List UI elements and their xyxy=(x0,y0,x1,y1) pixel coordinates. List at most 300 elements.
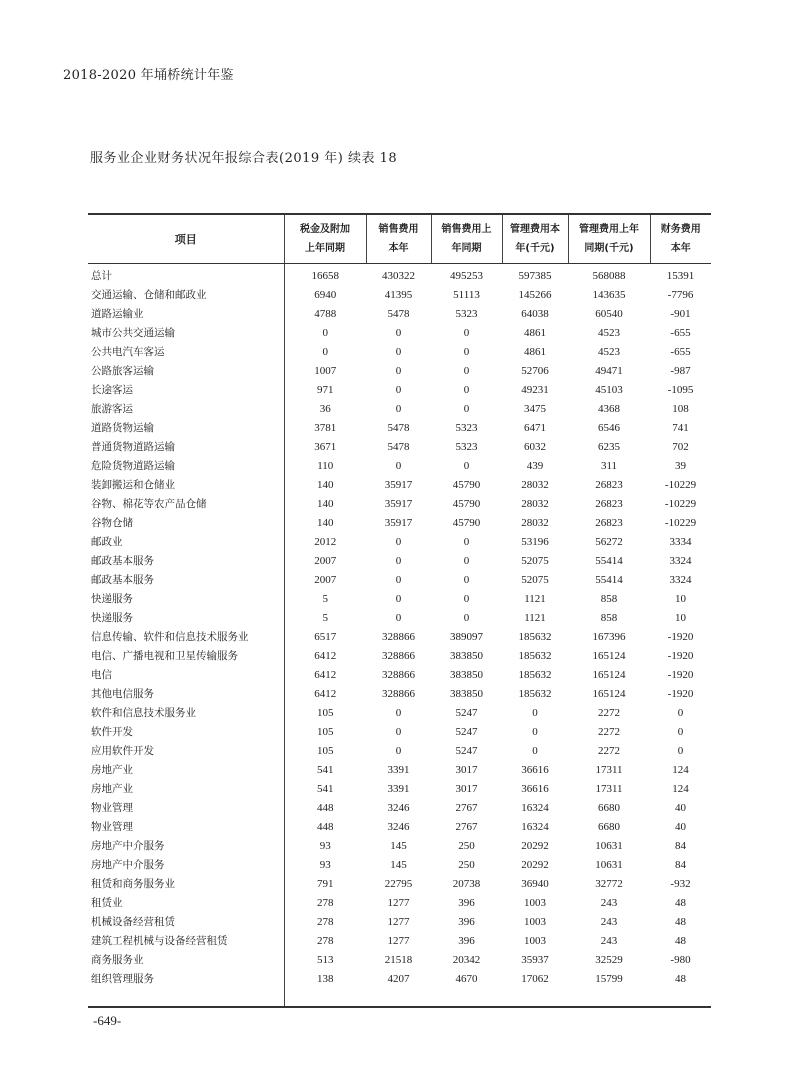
cell-value: 140 xyxy=(284,514,366,533)
cell-value: 383850 xyxy=(450,688,483,700)
cell-value: 48 xyxy=(675,935,686,947)
row-label: 总计 xyxy=(91,270,112,282)
cell-value: 1003 xyxy=(524,935,546,947)
cell-value: 0 xyxy=(463,555,470,567)
cell-value: 6680 xyxy=(598,821,620,833)
table-row xyxy=(88,609,711,628)
cell-value: 6471 xyxy=(524,422,546,434)
cell-value: 568088 xyxy=(592,270,626,282)
table-row xyxy=(88,875,711,894)
cell-value: 0 xyxy=(463,612,470,624)
cell-value: 28032 xyxy=(521,479,549,491)
cell-value: 0 xyxy=(395,707,402,719)
cell-value: 3017 xyxy=(455,764,478,776)
row-label: 物业管理 xyxy=(91,802,133,814)
cell-value: 250 xyxy=(458,859,475,871)
cell-value: 35917 xyxy=(384,479,413,491)
cell-value: 15391 xyxy=(666,270,695,282)
row-label: 谷物、棉花等农产品仓储 xyxy=(91,498,207,510)
row-label: 建筑工程机械与设备经营租赁 xyxy=(91,935,228,947)
cell-value: 0 xyxy=(463,536,470,548)
cell-value: 105 xyxy=(284,723,366,742)
cell-value: 0 xyxy=(395,327,402,339)
table-row xyxy=(88,932,711,951)
empty-cell xyxy=(284,989,366,1007)
cell-value: 3334 xyxy=(669,536,692,548)
cell-value: 39 xyxy=(675,460,686,472)
cell-value: 389097 xyxy=(450,631,483,643)
cell-value: 110 xyxy=(284,457,366,476)
running-head: 2018-2020 年埇桥统计年鉴 xyxy=(63,68,234,83)
cell-value: 5247 xyxy=(455,707,478,719)
cell-value: 105 xyxy=(284,742,366,761)
cell-value: 20342 xyxy=(452,954,481,966)
cell-value: 513 xyxy=(284,951,366,970)
table-body xyxy=(88,264,711,1008)
cell-value: 51113 xyxy=(453,289,480,301)
cell-value: 0 xyxy=(395,726,402,738)
cell-value: -987 xyxy=(670,365,691,377)
cell-value: 145266 xyxy=(518,289,552,301)
cell-value: 6412 xyxy=(284,685,366,704)
cell-value: 0 xyxy=(395,574,402,586)
cell-value: 1277 xyxy=(387,916,410,928)
cell-value: 0 xyxy=(395,460,402,472)
cell-value: 105 xyxy=(284,704,366,723)
cell-value: 0 xyxy=(463,327,470,339)
cell-value: 5323 xyxy=(455,308,478,320)
cell-value: 383850 xyxy=(450,669,483,681)
cell-value: 36940 xyxy=(521,878,549,890)
table-row xyxy=(88,780,711,799)
statistics-table xyxy=(88,213,711,1008)
cell-value: 0 xyxy=(463,574,470,586)
column-header: 管理费用本 年(千元) xyxy=(502,214,568,264)
cell-value: 439 xyxy=(526,460,544,472)
cell-value: 0 xyxy=(463,365,470,377)
cell-value: -10229 xyxy=(664,517,697,529)
cell-value: 10631 xyxy=(595,840,623,852)
cell-value: 6412 xyxy=(284,666,366,685)
table-row xyxy=(88,305,711,324)
table-header-row xyxy=(88,214,711,264)
cell-value: 5 xyxy=(284,590,366,609)
row-label: 物业管理 xyxy=(91,821,133,833)
cell-value: 6032 xyxy=(524,441,546,453)
row-label: 城市公共交通运输 xyxy=(91,327,175,339)
cell-value: 52706 xyxy=(521,365,549,377)
table-row xyxy=(88,264,711,287)
cell-value: 26823 xyxy=(595,517,623,529)
cell-value: 2272 xyxy=(598,726,620,738)
cell-value: 16324 xyxy=(521,802,549,814)
empty-cell xyxy=(88,989,284,1007)
cell-value: 0 xyxy=(395,612,402,624)
table-row xyxy=(88,286,711,305)
cell-value: 26823 xyxy=(595,498,623,510)
cell-value: 396 xyxy=(458,916,475,928)
cell-value: 0 xyxy=(463,460,470,472)
cell-value: -1920 xyxy=(667,631,694,643)
cell-value: 35917 xyxy=(384,498,413,510)
cell-value: 858 xyxy=(600,612,618,624)
table-row xyxy=(88,362,711,381)
cell-value: 383850 xyxy=(450,650,483,662)
row-label: 其他电信服务 xyxy=(91,688,154,700)
cell-value: 0 xyxy=(677,745,684,757)
cell-value: 55414 xyxy=(595,574,623,586)
cell-value: 0 xyxy=(395,403,402,415)
row-label: 邮政基本服务 xyxy=(91,555,154,567)
cell-value: 971 xyxy=(284,381,366,400)
row-label: 应用软件开发 xyxy=(91,745,154,757)
cell-value: 328866 xyxy=(382,669,415,681)
table-row xyxy=(88,457,711,476)
cell-value: 0 xyxy=(532,745,538,757)
row-label: 房地产中介服务 xyxy=(91,859,165,871)
cell-value: -1095 xyxy=(667,384,694,396)
table-row xyxy=(88,761,711,780)
cell-value: 5478 xyxy=(387,441,410,453)
cell-value: 138 xyxy=(284,970,366,989)
cell-value: 396 xyxy=(458,935,475,947)
row-label: 谷物仓储 xyxy=(91,517,133,529)
cell-value: 143635 xyxy=(592,289,626,301)
table-row xyxy=(88,856,711,875)
cell-value: 84 xyxy=(675,840,686,852)
table-row xyxy=(88,742,711,761)
cell-value: 108 xyxy=(672,403,689,415)
table-row xyxy=(88,400,711,419)
cell-value: 1121 xyxy=(524,612,546,624)
cell-value: 165124 xyxy=(592,688,626,700)
table-row xyxy=(88,419,711,438)
cell-value: 145 xyxy=(390,840,407,852)
cell-value: 278 xyxy=(284,894,366,913)
empty-cell xyxy=(431,989,502,1007)
row-label: 租赁业 xyxy=(91,897,123,909)
table-row xyxy=(88,685,711,704)
empty-cell xyxy=(568,989,650,1007)
cell-value: 2272 xyxy=(598,745,620,757)
cell-value: 0 xyxy=(395,365,402,377)
table-row xyxy=(88,913,711,932)
cell-value: 53196 xyxy=(521,536,549,548)
cell-value: 5247 xyxy=(455,745,478,757)
cell-value: 35937 xyxy=(521,954,549,966)
table-spacer-row xyxy=(88,989,711,1007)
row-label: 房地产业 xyxy=(91,783,133,795)
cell-value: -980 xyxy=(670,954,691,966)
cell-value: -655 xyxy=(670,346,691,358)
cell-value: 48 xyxy=(675,916,686,928)
cell-value: 49231 xyxy=(521,384,549,396)
cell-value: 4523 xyxy=(598,346,620,358)
cell-value: 49471 xyxy=(595,365,623,377)
cell-value: 1277 xyxy=(387,935,410,947)
row-label: 道路运输业 xyxy=(91,308,144,320)
cell-value: 48 xyxy=(675,973,686,985)
cell-value: 243 xyxy=(600,916,618,928)
row-label: 电信、广播电视和卫星传输服务 xyxy=(91,650,238,662)
cell-value: 6680 xyxy=(598,802,620,814)
cell-value: 4861 xyxy=(524,346,546,358)
empty-cell xyxy=(650,989,711,1007)
row-label: 邮政基本服务 xyxy=(91,574,154,586)
cell-value: 21518 xyxy=(384,954,413,966)
table-row xyxy=(88,894,711,913)
row-label: 快递服务 xyxy=(91,612,133,624)
row-label: 软件和信息技术服务业 xyxy=(91,707,196,719)
row-label: 电信 xyxy=(91,669,112,681)
cell-value: 448 xyxy=(284,818,366,837)
cell-value: 0 xyxy=(532,726,538,738)
row-label: 公路旅客运输 xyxy=(91,365,154,377)
cell-value: 48 xyxy=(675,897,686,909)
row-label: 邮政业 xyxy=(91,536,123,548)
cell-value: 36616 xyxy=(521,764,549,776)
table-row xyxy=(88,723,711,742)
row-label: 普通货物道路运输 xyxy=(91,441,175,453)
cell-value: 0 xyxy=(395,593,402,605)
row-label: 交通运输、仓储和邮政业 xyxy=(91,289,207,301)
cell-value: 278 xyxy=(284,932,366,951)
cell-value: 52075 xyxy=(521,574,549,586)
row-label: 装卸搬运和仓储业 xyxy=(91,479,175,491)
column-header: 税金及附加 上年同期 xyxy=(284,214,366,264)
cell-value: 5 xyxy=(284,609,366,628)
table-row xyxy=(88,704,711,723)
cell-value: 3324 xyxy=(669,555,692,567)
cell-value: 6546 xyxy=(598,422,620,434)
cell-value: 17062 xyxy=(521,973,549,985)
cell-value: -932 xyxy=(670,878,691,890)
table-row xyxy=(88,495,711,514)
row-label: 道路货物运输 xyxy=(91,422,154,434)
cell-value: 3246 xyxy=(387,802,410,814)
cell-value: 3671 xyxy=(284,438,366,457)
table-row xyxy=(88,666,711,685)
cell-value: 3391 xyxy=(387,764,410,776)
cell-value: 45790 xyxy=(452,498,481,510)
cell-value: 16658 xyxy=(284,264,366,287)
cell-value: 791 xyxy=(284,875,366,894)
table-row xyxy=(88,590,711,609)
cell-value: 16324 xyxy=(521,821,549,833)
row-label: 危险货物道路运输 xyxy=(91,460,175,472)
table-row xyxy=(88,951,711,970)
cell-value: 165124 xyxy=(592,669,626,681)
cell-value: 702 xyxy=(672,441,689,453)
cell-value: 4523 xyxy=(598,327,620,339)
cell-value: 495253 xyxy=(450,270,483,282)
cell-value: 3781 xyxy=(284,419,366,438)
cell-value: 124 xyxy=(672,764,689,776)
cell-value: 5323 xyxy=(455,441,478,453)
page-number: -649- xyxy=(93,1013,122,1028)
cell-value: 2767 xyxy=(455,821,478,833)
cell-value: 185632 xyxy=(518,631,552,643)
cell-value: 6940 xyxy=(284,286,366,305)
cell-value: 15799 xyxy=(595,973,623,985)
cell-value: 3017 xyxy=(455,783,478,795)
cell-value: 167396 xyxy=(592,631,626,643)
cell-value: 1277 xyxy=(387,897,410,909)
cell-value: 10631 xyxy=(595,859,623,871)
cell-value: 28032 xyxy=(521,498,549,510)
cell-value: 0 xyxy=(395,346,402,358)
cell-value: 64038 xyxy=(521,308,549,320)
cell-value: 35917 xyxy=(384,517,413,529)
cell-value: 3324 xyxy=(669,574,692,586)
cell-value: 0 xyxy=(677,726,684,738)
cell-value: 448 xyxy=(284,799,366,818)
cell-value: 6517 xyxy=(284,628,366,647)
empty-cell xyxy=(502,989,568,1007)
cell-value: 4670 xyxy=(455,973,478,985)
cell-value: 328866 xyxy=(382,631,415,643)
table-row xyxy=(88,324,711,343)
cell-value: 541 xyxy=(284,761,366,780)
cell-value: 328866 xyxy=(382,650,415,662)
cell-value: -7796 xyxy=(667,289,694,301)
cell-value: 1003 xyxy=(524,916,546,928)
cell-value: 145 xyxy=(390,859,407,871)
row-label: 公共电汽车客运 xyxy=(91,346,165,358)
cell-value: 278 xyxy=(284,913,366,932)
table-row xyxy=(88,647,711,666)
cell-value: 0 xyxy=(284,343,366,362)
cell-value: -1920 xyxy=(667,669,694,681)
table-row xyxy=(88,818,711,837)
cell-value: -10229 xyxy=(664,498,697,510)
row-label: 快递服务 xyxy=(91,593,133,605)
row-label: 房地产业 xyxy=(91,764,133,776)
cell-value: 1007 xyxy=(284,362,366,381)
cell-value: 93 xyxy=(284,856,366,875)
cell-value: 2012 xyxy=(284,533,366,552)
cell-value: 17311 xyxy=(595,783,623,795)
cell-value: -10229 xyxy=(664,479,697,491)
cell-value: 5323 xyxy=(455,422,478,434)
cell-value: 32772 xyxy=(595,878,623,890)
table-row xyxy=(88,438,711,457)
cell-value: 5478 xyxy=(387,422,410,434)
cell-value: -901 xyxy=(670,308,691,320)
row-label: 房地产中介服务 xyxy=(91,840,165,852)
cell-value: 2007 xyxy=(284,571,366,590)
cell-value: 541 xyxy=(284,780,366,799)
cell-value: -1920 xyxy=(667,650,694,662)
table-row xyxy=(88,628,711,647)
row-label: 信息传输、软件和信息技术服务业 xyxy=(91,631,249,643)
table-row xyxy=(88,837,711,856)
cell-value: 3246 xyxy=(387,821,410,833)
cell-value: 56272 xyxy=(595,536,623,548)
cell-value: 26823 xyxy=(595,479,623,491)
cell-value: 0 xyxy=(532,707,538,719)
cell-value: 140 xyxy=(284,476,366,495)
cell-value: -1920 xyxy=(667,688,694,700)
cell-value: 250 xyxy=(458,840,475,852)
cell-value: 0 xyxy=(463,346,470,358)
cell-value: 0 xyxy=(677,707,684,719)
cell-value: 45103 xyxy=(595,384,623,396)
cell-value: 4368 xyxy=(598,403,620,415)
cell-value: 36 xyxy=(284,400,366,419)
cell-value: 858 xyxy=(600,593,618,605)
cell-value: 3475 xyxy=(524,403,546,415)
cell-value: 2767 xyxy=(455,802,478,814)
table-row xyxy=(88,799,711,818)
cell-value: 0 xyxy=(463,403,470,415)
table-row xyxy=(88,533,711,552)
table-row xyxy=(88,571,711,590)
cell-value: 41395 xyxy=(384,289,413,301)
cell-value: 20292 xyxy=(521,840,549,852)
cell-value: 0 xyxy=(463,593,470,605)
cell-value: 40 xyxy=(675,802,686,814)
table-row xyxy=(88,514,711,533)
cell-value: 0 xyxy=(395,555,402,567)
table-row xyxy=(88,476,711,495)
row-label: 旅游客运 xyxy=(91,403,133,415)
cell-value: 328866 xyxy=(382,688,415,700)
cell-value: 2272 xyxy=(598,707,620,719)
cell-value: 6235 xyxy=(598,441,620,453)
cell-value: 17311 xyxy=(595,764,623,776)
cell-value: 10 xyxy=(675,612,686,624)
column-header: 销售费用 本年 xyxy=(366,214,431,264)
column-header: 财务费用 本年 xyxy=(650,214,711,264)
cell-value: 3391 xyxy=(387,783,410,795)
cell-value: 20292 xyxy=(521,859,549,871)
cell-value: 597385 xyxy=(518,270,552,282)
cell-value: 396 xyxy=(458,897,475,909)
cell-value: 28032 xyxy=(521,517,549,529)
cell-value: 20738 xyxy=(452,878,481,890)
table-title: 服务业企业财务状况年报综合表(2019 年) 续表 18 xyxy=(90,151,398,166)
cell-value: 36616 xyxy=(521,783,549,795)
cell-value: 45790 xyxy=(452,517,481,529)
cell-value: 4861 xyxy=(524,327,546,339)
cell-value: 5478 xyxy=(387,308,410,320)
row-label: 机械设备经营租赁 xyxy=(91,916,175,928)
cell-value: 243 xyxy=(600,935,618,947)
cell-value: 32529 xyxy=(595,954,623,966)
table-row xyxy=(88,381,711,400)
row-label: 租赁和商务服务业 xyxy=(91,878,175,890)
cell-value: 185632 xyxy=(518,650,552,662)
column-header-item: 项目 xyxy=(88,214,284,264)
cell-value: 93 xyxy=(284,837,366,856)
cell-value: 140 xyxy=(284,495,366,514)
cell-value: 52075 xyxy=(521,555,549,567)
cell-value: 124 xyxy=(672,783,689,795)
cell-value: 165124 xyxy=(592,650,626,662)
table-row xyxy=(88,552,711,571)
cell-value: 1003 xyxy=(524,897,546,909)
cell-value: 4207 xyxy=(387,973,410,985)
cell-value: 430322 xyxy=(382,270,415,282)
table-row xyxy=(88,970,711,989)
cell-value: 2007 xyxy=(284,552,366,571)
row-label: 商务服务业 xyxy=(91,954,144,966)
cell-value: 0 xyxy=(395,745,402,757)
row-label: 软件开发 xyxy=(91,726,133,738)
cell-value: 10 xyxy=(675,593,686,605)
cell-value: 55414 xyxy=(595,555,623,567)
